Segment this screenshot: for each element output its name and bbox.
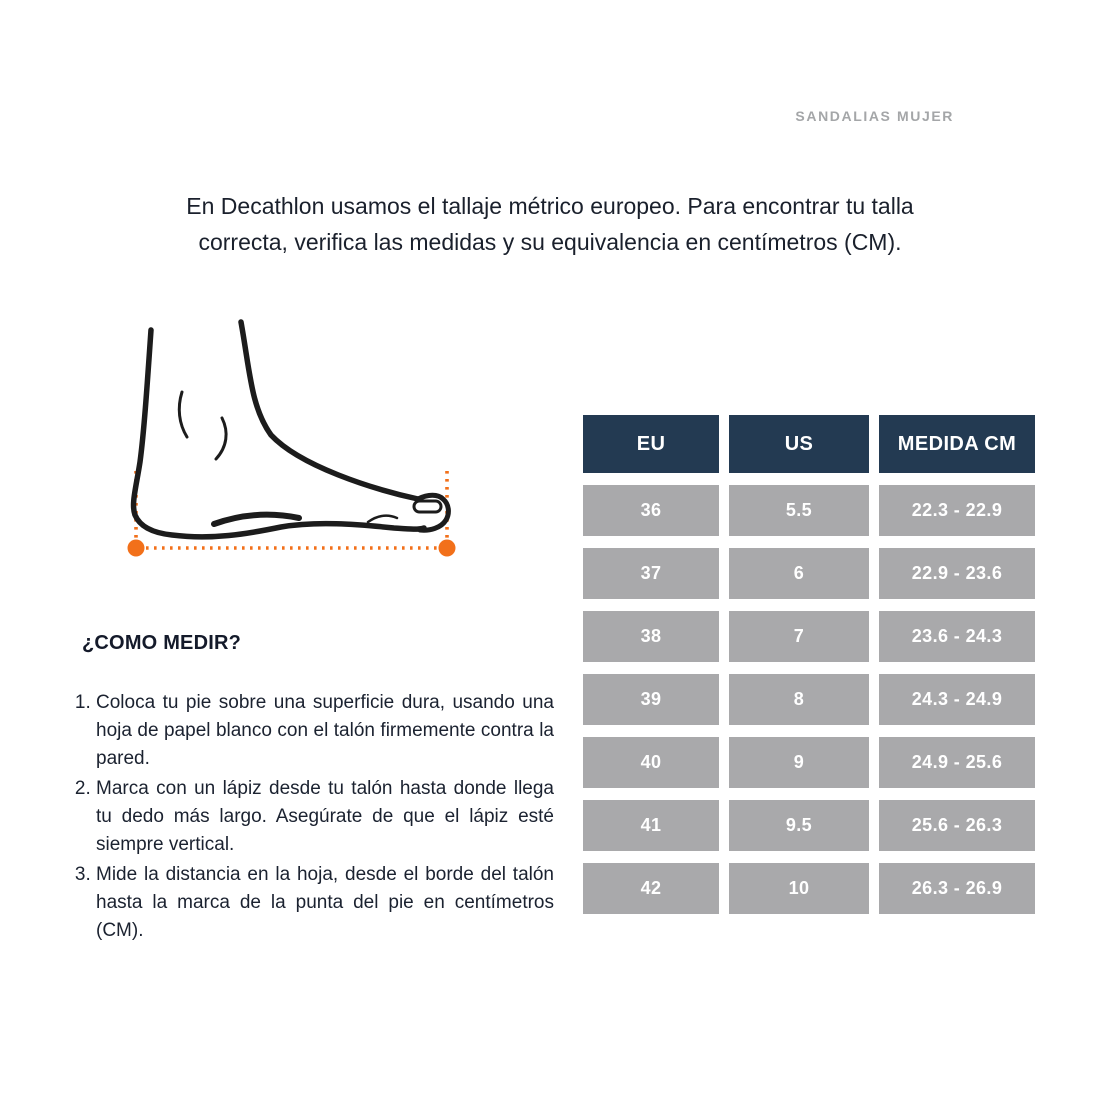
table-cell: 36 (583, 485, 719, 536)
ball-crease (368, 516, 397, 522)
column-header-eu: EU (583, 415, 719, 473)
intro-text: En Decathlon usamos el tallaje métrico europeo. Para encontrar tu talla correcta, verifica las medidas y su equivalencia en centímetros (CM). (186, 193, 914, 255)
table-cell: 8 (729, 674, 869, 725)
table-cell: 26.3 - 26.9 (879, 863, 1035, 914)
category-label: SANDALIAS MUJER (795, 108, 954, 124)
how-to-step: 3. Mide la distancia en la hoja, desde el borde del talón hasta la marca de la punta del pie en centímetros (CM). (96, 861, 554, 945)
foot-outline (134, 322, 449, 537)
toenail (414, 501, 441, 512)
foot-measurement-illustration (105, 295, 480, 570)
how-to-step: 2. Marca con un lápiz desde tu talón hasta donde llega tu dedo más largo. Asegúrate de que el lápiz esté siempre vertical. (96, 775, 554, 859)
table-cell: 25.6 - 26.3 (879, 800, 1035, 851)
table-cell: 38 (583, 611, 719, 662)
table-cell: 6 (729, 548, 869, 599)
table-cell: 9.5 (729, 800, 869, 851)
measurement-endpoint-dot-left (128, 540, 145, 557)
how-to-title: ¿COMO MEDIR? (82, 632, 242, 654)
table-cell: 7 (729, 611, 869, 662)
how-to-step: 1. Coloca tu pie sobre una superficie dura, usando una hoja de papel blanco con el talón firmemente contra la pared. (96, 689, 554, 773)
table-cell: 10 (729, 863, 869, 914)
table-cell: 42 (583, 863, 719, 914)
table-cell: 23.6 - 24.3 (879, 611, 1035, 662)
table-cell: 9 (729, 737, 869, 788)
arch-shadow (214, 515, 299, 524)
size-table-header (583, 415, 1035, 473)
size-table (583, 415, 1035, 914)
size-table-body (583, 485, 1035, 914)
table-cell: 37 (583, 548, 719, 599)
column-header-medida-cm: MEDIDA CM (879, 415, 1035, 473)
table-cell: 41 (583, 800, 719, 851)
table-cell: 39 (583, 674, 719, 725)
table-cell: 40 (583, 737, 719, 788)
how-to-list (72, 689, 554, 945)
table-cell: 24.9 - 25.6 (879, 737, 1035, 788)
table-cell: 5.5 (729, 485, 869, 536)
measurement-endpoint-dot-right (439, 540, 456, 557)
table-cell: 22.9 - 23.6 (879, 548, 1035, 599)
how-to-section (72, 632, 554, 947)
table-cell: 22.3 - 22.9 (879, 485, 1035, 536)
ankle-crease-lines (179, 392, 226, 459)
table-cell: 24.3 - 24.9 (879, 674, 1035, 725)
column-header-us: US (729, 415, 869, 473)
